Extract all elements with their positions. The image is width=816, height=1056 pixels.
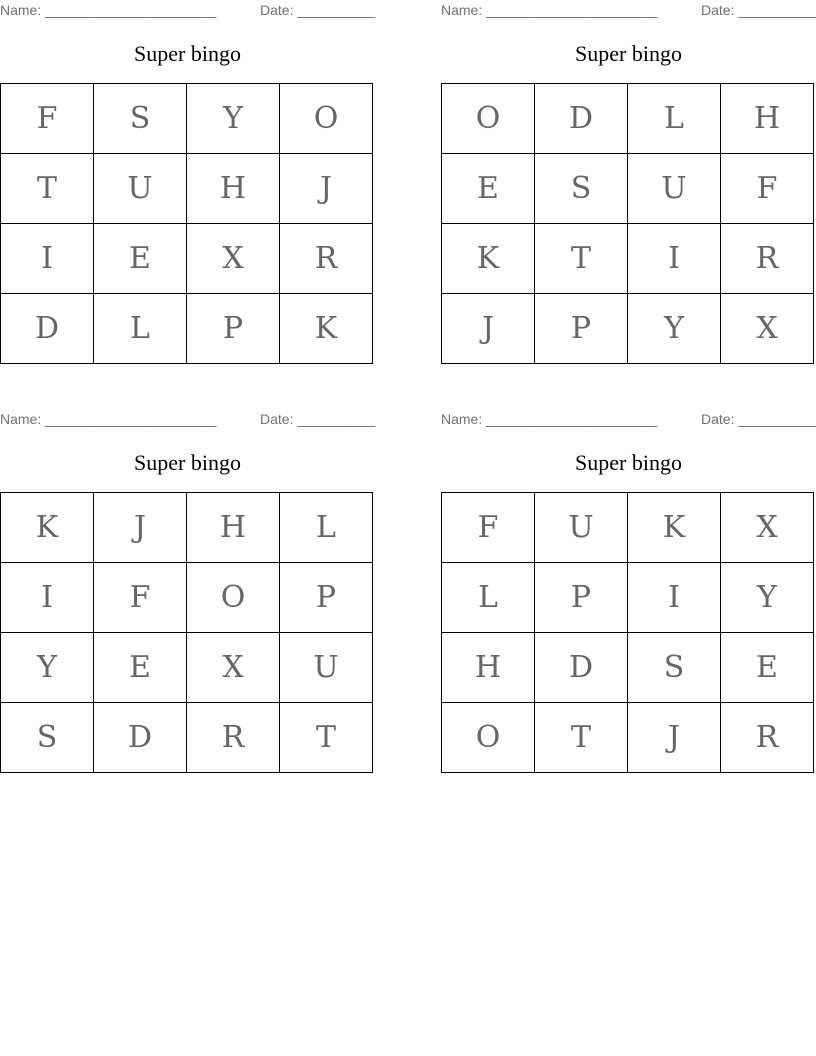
grid-cell: U — [94, 154, 187, 224]
date-field: Date: __________ — [260, 411, 376, 427]
grid-cell: J — [628, 703, 721, 773]
grid-cell: H — [442, 633, 535, 703]
grid-cell: F — [94, 563, 187, 633]
grid-cell: P — [187, 294, 280, 364]
grid-cell: P — [535, 563, 628, 633]
grid-cell: J — [94, 493, 187, 563]
grid-cell: U — [628, 154, 721, 224]
grid-cell: K — [1, 493, 94, 563]
grid-cell: T — [1, 154, 94, 224]
grid-cell: Y — [1, 633, 94, 703]
grid-cell: D — [94, 703, 187, 773]
grid-row — [442, 294, 814, 364]
grid-cell: I — [1, 224, 94, 294]
grid-cell: H — [187, 493, 280, 563]
grid-cell: S — [628, 633, 721, 703]
grid-cell: K — [442, 224, 535, 294]
grid-cell: S — [535, 154, 628, 224]
grid-cell: R — [280, 224, 373, 294]
card-title: Super bingo — [575, 450, 682, 475]
grid-cell: U — [280, 633, 373, 703]
grid-cell: F — [721, 154, 814, 224]
grid-cell: D — [535, 633, 628, 703]
grid-row — [1, 294, 373, 364]
grid-cell: X — [187, 633, 280, 703]
grid-cell: R — [721, 703, 814, 773]
name-date-row — [0, 411, 375, 429]
grid-cell: I — [1, 563, 94, 633]
grid-cell: E — [442, 154, 535, 224]
grid-cell: D — [1, 294, 94, 364]
name-date-row — [441, 411, 816, 429]
grid-cell: T — [535, 703, 628, 773]
grid-cell: Y — [628, 294, 721, 364]
name-field: Name: ______________________ — [0, 2, 217, 18]
grid-cell: H — [721, 84, 814, 154]
grid-cell: Y — [187, 84, 280, 154]
grid-cell: R — [721, 224, 814, 294]
bingo-card — [441, 409, 816, 774]
grid-cell: E — [721, 633, 814, 703]
grid-cell: T — [280, 703, 373, 773]
grid-cell: L — [94, 294, 187, 364]
grid-cell: X — [721, 294, 814, 364]
date-field: Date: __________ — [260, 2, 376, 18]
name-date-row — [0, 2, 375, 20]
grid-row — [442, 224, 814, 294]
name-field: Name: ______________________ — [0, 411, 217, 427]
grid-cell: S — [1, 703, 94, 773]
name-field: Name: ______________________ — [441, 411, 658, 427]
grid-cell: E — [94, 224, 187, 294]
grid-row — [1, 154, 373, 224]
grid-cell: E — [94, 633, 187, 703]
grid-cell: J — [442, 294, 535, 364]
grid-row — [1, 84, 373, 154]
grid-cell: O — [187, 563, 280, 633]
grid-cell: X — [187, 224, 280, 294]
grid-cell: Y — [721, 563, 814, 633]
card-title: Super bingo — [134, 41, 241, 66]
date-field: Date: __________ — [701, 411, 816, 427]
card-title: Super bingo — [575, 41, 682, 66]
grid-row — [1, 224, 373, 294]
grid-cell: R — [187, 703, 280, 773]
grid-cell: O — [442, 84, 535, 154]
grid-cell: J — [280, 154, 373, 224]
bingo-grid — [441, 83, 814, 364]
bingo-card — [0, 409, 375, 774]
bingo-card — [0, 0, 375, 365]
bingo-card — [441, 0, 816, 365]
grid-row — [442, 703, 814, 773]
name-field: Name: ______________________ — [441, 2, 658, 18]
grid-row — [1, 563, 373, 633]
grid-cell: X — [721, 493, 814, 563]
grid-cell: S — [94, 84, 187, 154]
grid-row — [1, 633, 373, 703]
grid-row — [442, 493, 814, 563]
grid-cell: O — [280, 84, 373, 154]
grid-cell: O — [442, 703, 535, 773]
grid-row — [1, 493, 373, 563]
grid-cell: P — [535, 294, 628, 364]
grid-cell: T — [535, 224, 628, 294]
grid-cell: F — [442, 493, 535, 563]
grid-row — [442, 563, 814, 633]
bingo-grid — [441, 492, 814, 773]
grid-cell: P — [280, 563, 373, 633]
grid-row — [1, 703, 373, 773]
grid-row — [442, 154, 814, 224]
grid-cell: K — [280, 294, 373, 364]
bingo-grid — [0, 83, 373, 364]
grid-cell: U — [535, 493, 628, 563]
grid-cell: L — [628, 84, 721, 154]
grid-cell: I — [628, 224, 721, 294]
card-title: Super bingo — [134, 450, 241, 475]
grid-cell: L — [280, 493, 373, 563]
date-field: Date: __________ — [701, 2, 816, 18]
bingo-grid — [0, 492, 373, 773]
grid-row — [442, 633, 814, 703]
grid-cell: K — [628, 493, 721, 563]
grid-row — [442, 84, 814, 154]
name-date-row — [441, 2, 816, 20]
grid-cell: D — [535, 84, 628, 154]
grid-cell: F — [1, 84, 94, 154]
grid-cell: I — [628, 563, 721, 633]
grid-cell: H — [187, 154, 280, 224]
grid-cell: L — [442, 563, 535, 633]
